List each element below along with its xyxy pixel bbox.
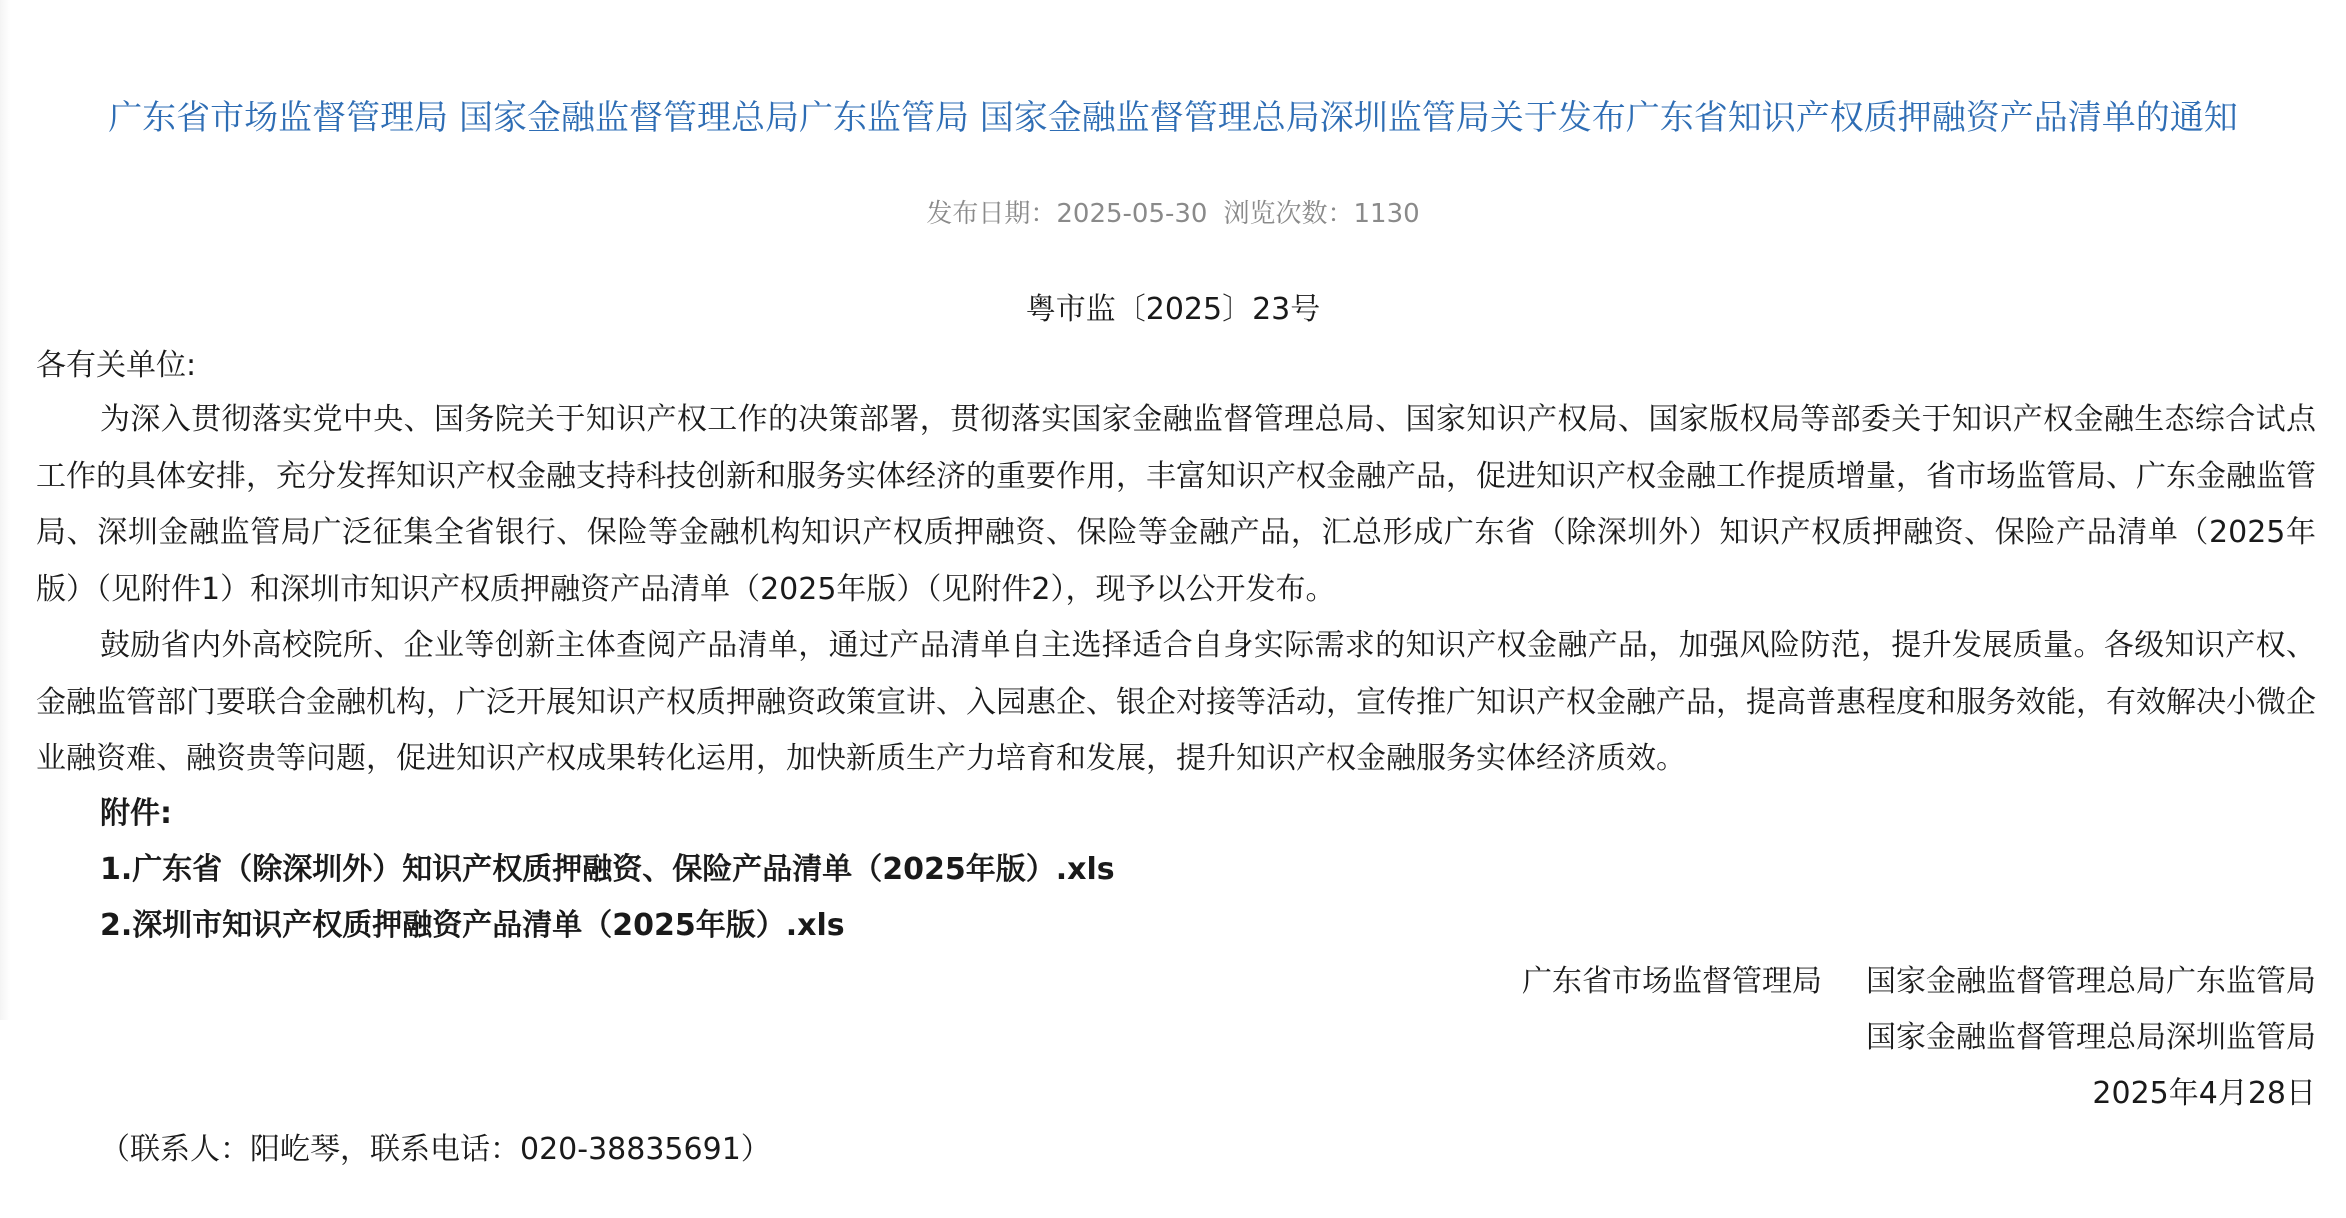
attachment-link-2[interactable]: 2.深圳市知识产权质押融资产品清单（2025年版）.xls bbox=[100, 908, 845, 943]
views-label: 浏览次数： bbox=[1223, 199, 1354, 229]
signature-line-1 bbox=[1522, 960, 2316, 1004]
issuer-1: 广东省市场监督管理局 bbox=[1522, 964, 1822, 999]
views-count: 1130 bbox=[1353, 199, 1420, 229]
publish-date-label: 发布日期： bbox=[926, 199, 1057, 229]
issuer-3: 国家金融监督管理总局深圳监管局 bbox=[1866, 1020, 2316, 1055]
page-edge-shadow bbox=[0, 0, 10, 1020]
paragraph-2: 鼓励省内外高校院所、企业等创新主体查阅产品清单，通过产品清单自主选择适合自身实际需求的知识产权金融产品，加强风险防范，提升发展质量。各级知识产权、金融监管部门要联合金融机构，广泛开展知识产权质押融资政策宣讲、入园惠企、银企对接等活动，宣传推广知识产权金融产品，提高普惠程度和服务效能，有效解决小微企业融资难、融资贵等问题，促进知识产权成果转化运用，加快新质生产力培育和发展，提升知识产权金融服务实体经济质效。 bbox=[36, 628, 2316, 776]
contact-info: （联系人：阳屹琴，联系电话：020-38835691） bbox=[100, 1132, 771, 1167]
notice-title: 广东省市场监督管理局 国家金融监督管理总局广东监管局 国家金融监督管理总局深圳监管局关于发布广东省知识产权质押融资产品清单的通知 bbox=[108, 98, 2238, 138]
issuer-2: 国家金融监督管理总局广东监管局 bbox=[1866, 964, 2316, 999]
paragraph-1: 为深入贯彻落实党中央、国务院关于知识产权工作的决策部署，贯彻落实国家金融监督管理总局、国家知识产权局、国家版权局等部委关于知识产权金融生态综合试点工作的具体安排，充分发挥知识产权金融支持科技创新和服务实体经济的重要作用，丰富知识产权金融产品，促进知识产权金融工作提质增量，省市场监管局、广东金融监管局、深圳金融监管局广泛征集全省银行、保险等金融机构知识产权质押融资、保险等金融产品，汇总形成广东省（除深圳外）知识产权质押融资、保险产品清单（2025年版）（见附件1）和深圳市知识产权质押融资产品清单（2025年版）（见附件2），现予以公开发布。 bbox=[36, 402, 2316, 607]
salutation: 各有关单位: bbox=[36, 348, 197, 383]
attachments-label: 附件: bbox=[100, 796, 172, 831]
attachment-link-1[interactable]: 1.广东省（除深圳外）知识产权质押融资、保险产品清单（2025年版）.xls bbox=[100, 852, 1115, 887]
document-number: 粤市监〔2025〕23号 bbox=[1025, 292, 1321, 327]
signature-date: 2025年4月28日 bbox=[2092, 1076, 2316, 1111]
publish-meta bbox=[0, 194, 2346, 234]
publish-date: 2025-05-30 bbox=[1056, 199, 1208, 229]
